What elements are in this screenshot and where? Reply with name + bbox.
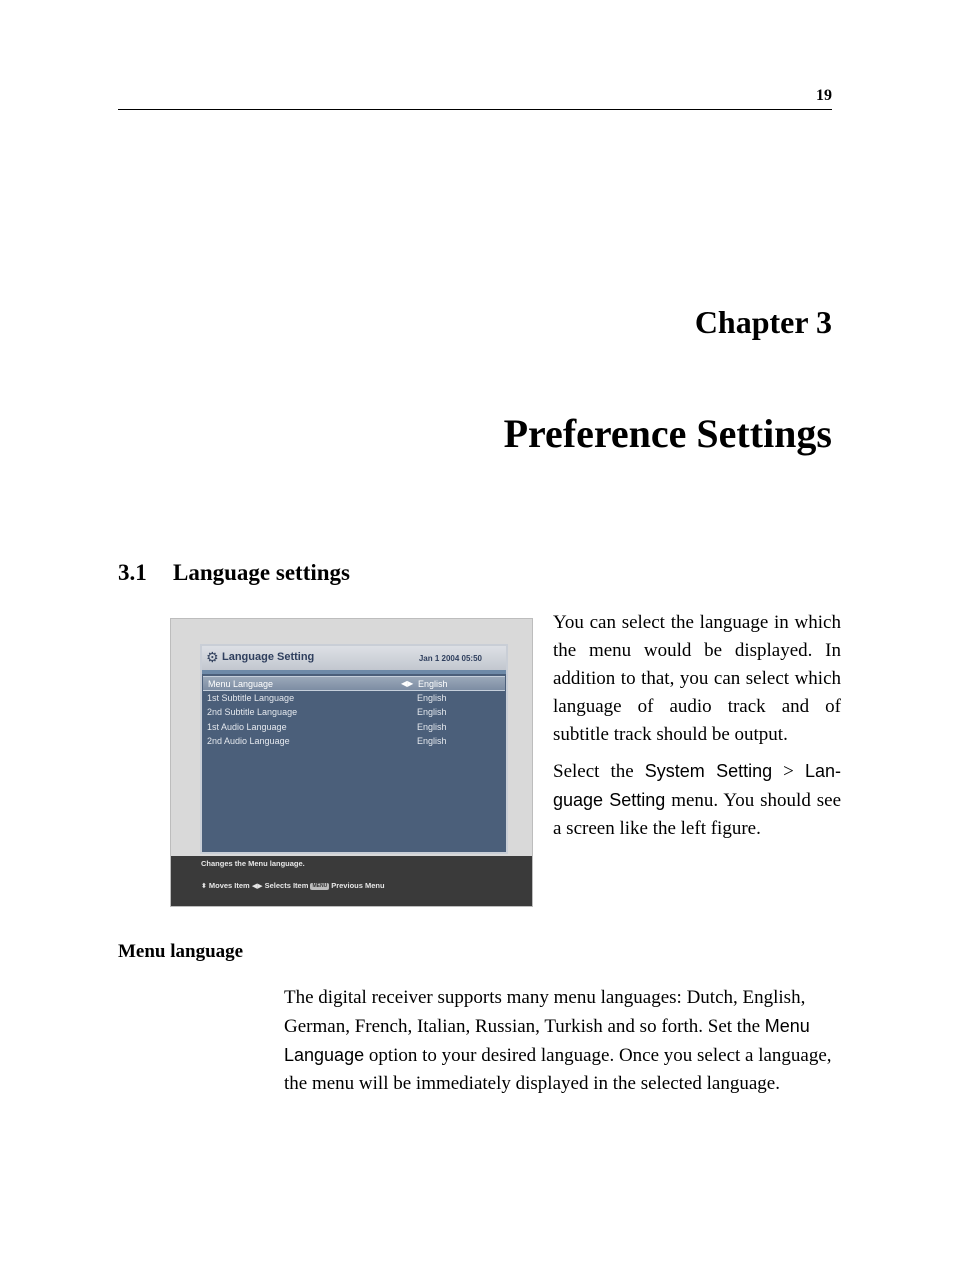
language-setting-screenshot [170,618,533,907]
tv-datetime: Jan 1 2004 05:50 [418,654,482,663]
navigation-paragraph [553,757,841,843]
menu-key-icon: MENU [312,882,328,889]
left-right-arrows-icon: ◀▶ [251,883,263,890]
tv-option-row[interactable] [203,676,505,691]
page-number: 19 [816,87,832,104]
tv-option-list [202,676,506,749]
tv-option-row[interactable] [202,720,506,735]
option-name: Menu Language [284,1016,810,1065]
subsection-heading: Menu language [118,941,244,962]
tv-key-moves: Moves Item [208,881,250,890]
tv-option-value: English [417,707,447,717]
body-paragraph [284,984,836,1098]
tv-option-value: English [417,721,447,732]
tv-option-label: Menu Language [208,679,274,689]
chapter-label: Chapter 3 [694,304,832,340]
text-run: > [772,761,805,782]
tv-help-text: Changes the Menu language. [201,859,305,868]
tv-key-selects: Selects Item [264,881,309,890]
tv-menu-window [200,644,508,854]
header-rule [118,109,832,110]
tv-key-legend [201,881,385,890]
tv-option-value: English [417,692,447,703]
section-number: 3.1 [118,560,147,585]
tv-option-value: English [418,679,448,689]
tv-option-row[interactable] [202,691,506,706]
tv-option-label: 1st Audio Language [207,721,287,732]
chapter-title: Preference Settings [503,411,832,456]
tv-key-previous: Previous Menu [331,881,385,890]
tv-footer [171,856,532,906]
text-run: menu. You should see a screen like the left figure. [553,790,842,839]
tv-accent-bar [202,670,506,674]
left-right-arrows-icon: ◀▶ [401,679,414,688]
tv-option-label: 2nd Subtitle Language [207,707,298,717]
tv-option-row[interactable] [202,705,506,720]
tv-option-row[interactable] [202,734,506,749]
text-run: The digital receiver supports many menu languages: Dutch, English, German, French, Italian, Russian, Turkish and so forth. Set the [284,987,806,1037]
menu-path-system-setting: System Setting [644,761,773,781]
tv-option-label: 2nd Audio Language [207,736,290,746]
section-heading [118,560,350,586]
tv-option-label: 1st Subtitle Language [207,692,295,703]
text-run: option to your desired language. Once you select a language, the menu will be immediately displayed in the selected language. [284,1045,832,1094]
up-down-arrows-icon: ⬍ [201,883,207,890]
text-run: Select the [553,761,645,782]
intro-paragraph: You can select the language in which the menu would be displayed. In addition to that, you can select which language of audio track and of subtitle track should be output. [553,612,841,745]
tv-window-title: Language Setting [222,651,315,663]
menu-language-text [284,984,836,1098]
tv-titlebar [202,646,506,670]
tv-option-value: English [417,736,447,746]
section-title: Language settings [173,560,350,585]
section-intro-text [553,609,841,843]
menu-path-language-setting: Language Setting [553,761,841,810]
gear-icon: ⚙ [206,649,219,665]
